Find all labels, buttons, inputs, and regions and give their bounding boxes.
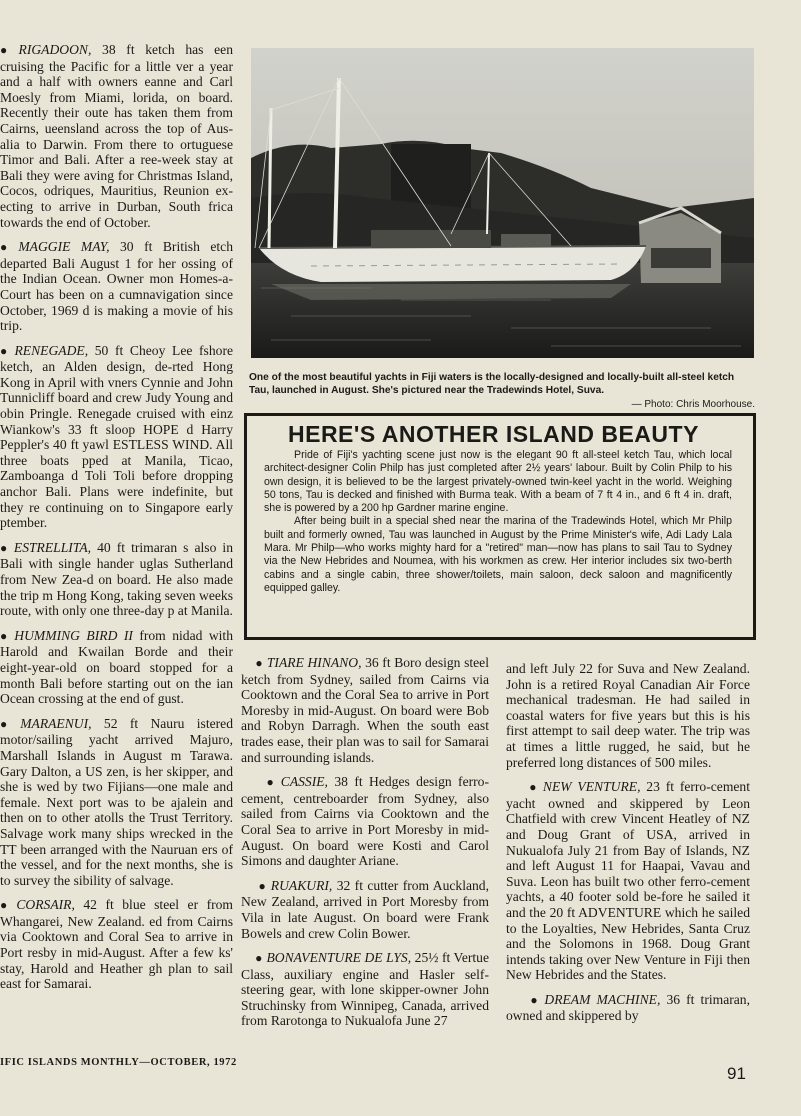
bullet-icon: ● xyxy=(529,780,539,795)
yacht-name: BONAVENTURE DE LYS, xyxy=(266,950,412,966)
entry-text: 25½ ft Vertue Class, auxiliary engine and Hasler self-steering gear, with lone skipper-owner John Struchinsky from Winnipeg, Canada, arrived from Rarotonga to Nukualofa June 27 xyxy=(241,950,490,1029)
entry-text: 32 ft cutter from Auckland, New Zealand, arrived in Port Moresby from Vila in late August. On board were Frank Bowels and crew Colin Bower. xyxy=(241,877,489,941)
entry-ruakuri xyxy=(241,878,489,941)
article-paragraph: Pride of Fiji's yachting scene just now is the elegant 90 ft all-steel ketch Tau, which local architect-designer Colin Philp has just completed after 2½ years' labour. Built by Colin Philp to his own design, it is believed to be the largest privately-owned twin-keel yacht in the world. Weighing 50 tons, Tau is decked and finished with Burma teak. With a beam of 7 ft 4 in., and 6 ft 4 in. draft, she is powered by a 200 hp Gardner marine engine. xyxy=(264,449,732,515)
entry-rigadoon xyxy=(0,42,233,230)
entry-text: 36 ft Boro design steel ketch from Sydney, sailed from Cairns via Cooktown and the Coral Sea to arrive in Port Moresby in mid-August. On board were Bob and Robyn Darragh. When the south east trades ease, their plan was to sail for Samarai and surrounding islands. xyxy=(241,655,489,765)
bullet-icon: ● xyxy=(255,656,263,670)
entry-maraenui xyxy=(0,716,233,889)
photo-credit: — Photo: Chris Moorhouse. xyxy=(631,399,755,410)
photo-caption: One of the most beautiful yachts in Fiji waters is the locally-designed and locally-built all-steel ketch Tau, launched in August. She's pictured near the Tradewinds Hotel, Suva. xyxy=(249,372,735,396)
entry-tiare-hinano xyxy=(241,655,489,765)
entry-dream-machine xyxy=(506,992,750,1024)
entry-text: 36 ft trimaran, owned and skippered by xyxy=(506,991,751,1024)
entry-text: 23 ft ferro-cement yacht owned and skippered by Leon Chatfield with crew Vincent Heatley of NZ and Doug Grant of USA, arrived in Nukualofa July 21 from Bay of Islands, NZ and left August 11 for Haapai, Vavau and Suva. Leon has built two other ferro-cement yachts, a 40 footer sold be-fore he sailed it and the 20 ft ADVENTURE which he sailed to the Loyalties, New Hebrides, Santa Cruz and the Solomons in 1968. Doug Grant intends taking over New Venture in Fiji then New Hebrides and the States. xyxy=(506,779,750,983)
article-title: HERE'S ANOTHER ISLAND BEAUTY xyxy=(288,421,699,447)
entry-text: 52 ft Nauru istered motor/sailing yacht arrived Majuro, Marshall Islands in August m Tarawa. Gary Dalton, a US zen, is her skipper, and she is wed by two Fijians—one male and female. Next port was to be ajalein and then on to other atolls the Trust Territory. Salvage work many ships wrecked in the TT been arranged with the Nauruan ers of the vessel, and for the next months, she is to survey the sibility of salvage. xyxy=(0,715,233,888)
bullet-icon: ● xyxy=(0,898,13,913)
page-number: 91 xyxy=(727,1064,746,1083)
entry-text: 40 ft trimaran s also in Bali with single hander uglas Sutherland from New Zea-d on board. He also made the trip m Hong Kong, taking seven weeks route, with only one three-day p at Manila. xyxy=(0,539,233,619)
yacht-name: ESTRELLITA, xyxy=(13,539,92,555)
bullet-icon: ● xyxy=(0,628,11,643)
yacht-name: MARAENUI, xyxy=(20,715,92,731)
entry-humming-bird xyxy=(0,628,233,707)
yacht-name: HUMMING BIRD II xyxy=(14,627,133,643)
bullet-icon: ● xyxy=(530,992,541,1007)
yacht-name: RUAKURI, xyxy=(270,877,333,893)
bullet-icon: ● xyxy=(266,775,277,790)
article-body xyxy=(264,449,732,595)
entry-continued xyxy=(506,661,750,770)
bullet-icon: ● xyxy=(0,240,15,255)
yacht-name: MAGGIE MAY, xyxy=(18,239,110,255)
page-footer: IFIC ISLANDS MONTHLY—OCTOBER, 1972 xyxy=(0,1057,237,1068)
bullet-icon: ● xyxy=(0,43,15,57)
entry-text: from nidad with Harold and Kwailan Borde and their eight-year-old on board stopped for a month Bali before starting out on the ian Ocean crossing at the end of gust. xyxy=(0,627,233,707)
entry-text: 42 ft blue steel er from Whangarei, New Zealand. ed from Cairns via Cooktown and Coral Sea to arrive in Port resby in mid-August. After a few ks' stay, Harold and Heather gh plan to sail east for Samarai. xyxy=(0,897,233,992)
entry-text: and left July 22 for Suva and New Zealand. John is a retired Royal Canadian Air Force mechanical tradesman. He had sailed in coastal waters for five years but this is his first attempt to sail deep water. The trip was at times a little rugged, he said, but he preferred long distances of 500 miles. xyxy=(506,661,750,770)
yacht-name: CASSIE, xyxy=(280,774,328,790)
right-column xyxy=(506,661,750,1033)
entry-text: 50 ft Cheoy Lee fshore ketch, an Alden design, de-rted Hong Kong in April with vners Cynnie and John Tunnicliff board and crew Judy Young and obin Pringle. Renegade cruised with einz Wiankow's 33 ft sloop HOPE d Harry Peppler's 40 ft yawl ESTLESS WIND. All three boats pped at Manila, Ticao, Zamboanga d Toli Toli before dropping anchor Bali. Plans were indefinite, but they re continuing on to Singapore early ptember. xyxy=(0,342,233,531)
bullet-icon: ● xyxy=(255,951,263,966)
entry-text: 38 ft Hedges design ferro-cement, centreboarder from Sydney, also sailed from Cairns via Cooktown and the Coral Sea to arrive in Port Moresby in mid-August. On board were Kosti and Carol Simons and daughter Ariane. xyxy=(241,774,489,869)
yacht-name: TIARE HINANO, xyxy=(266,655,362,670)
ketch-photo xyxy=(251,48,754,358)
yacht-name: CORSAIR, xyxy=(16,897,75,913)
article-paragraph: After being built in a special shed near the marina of the Tradewinds Hotel, which Mr Philp built and formerly owned, Tau was launched in August by the Prime Minister's wife, Adi Lady Lala Mara. Mr Philp—who works mighty hard for a "retired" man—now has plans to sail Tau to Sydney via the New Hebrides and Noumea, with his workmen as crew. Her interior includes six two-berth cabins and a single cabin, three shower/toilets, main saloon, deck saloon and magnificently equipped galley. xyxy=(264,515,732,594)
left-column xyxy=(0,42,233,1001)
yacht-name: RIGADOON, xyxy=(18,42,92,57)
entry-new-venture xyxy=(506,779,750,983)
middle-column xyxy=(241,655,489,1038)
bullet-icon: ● xyxy=(0,343,11,358)
entry-text: 30 ft British etch departed Bali August 1 for her ossing of the Indian Ocean. Owner mon Homes-a-Court has been on a cumnavigation since October, 1969 d is making a movie of his trip. xyxy=(0,239,233,334)
entry-renegade xyxy=(0,343,233,531)
entry-maggie-may xyxy=(0,239,233,334)
entry-estrellita xyxy=(0,540,233,619)
entry-text: 38 ft ketch has een cruising the Pacific for a little ver a year and a half with owners eanne and Carl Moesly from Miami, lorida, on board. Recently their oute has taken them from Cairns, ueensland across the top of Aus-alia to Darwin. From there to ortuguese Timor and Bali. After a ree-week stay at Bali they were aving for Christmas Island, Cocos, odriques, Mauritius, Reunion ex-ecting to arrive in Durban, South frica towards the end of October. xyxy=(0,42,233,230)
article-box-rule xyxy=(244,413,753,416)
yacht-name: RENEGADE, xyxy=(14,342,89,358)
yacht-name: NEW VENTURE, xyxy=(542,779,641,795)
entry-cassie xyxy=(241,774,489,869)
entry-bonaventure xyxy=(241,950,489,1029)
entry-corsair xyxy=(0,897,233,992)
yacht-name: DREAM MACHINE, xyxy=(544,991,661,1007)
bullet-icon: ● xyxy=(0,540,10,555)
bullet-icon: ● xyxy=(258,878,267,893)
bullet-icon: ● xyxy=(0,716,17,731)
